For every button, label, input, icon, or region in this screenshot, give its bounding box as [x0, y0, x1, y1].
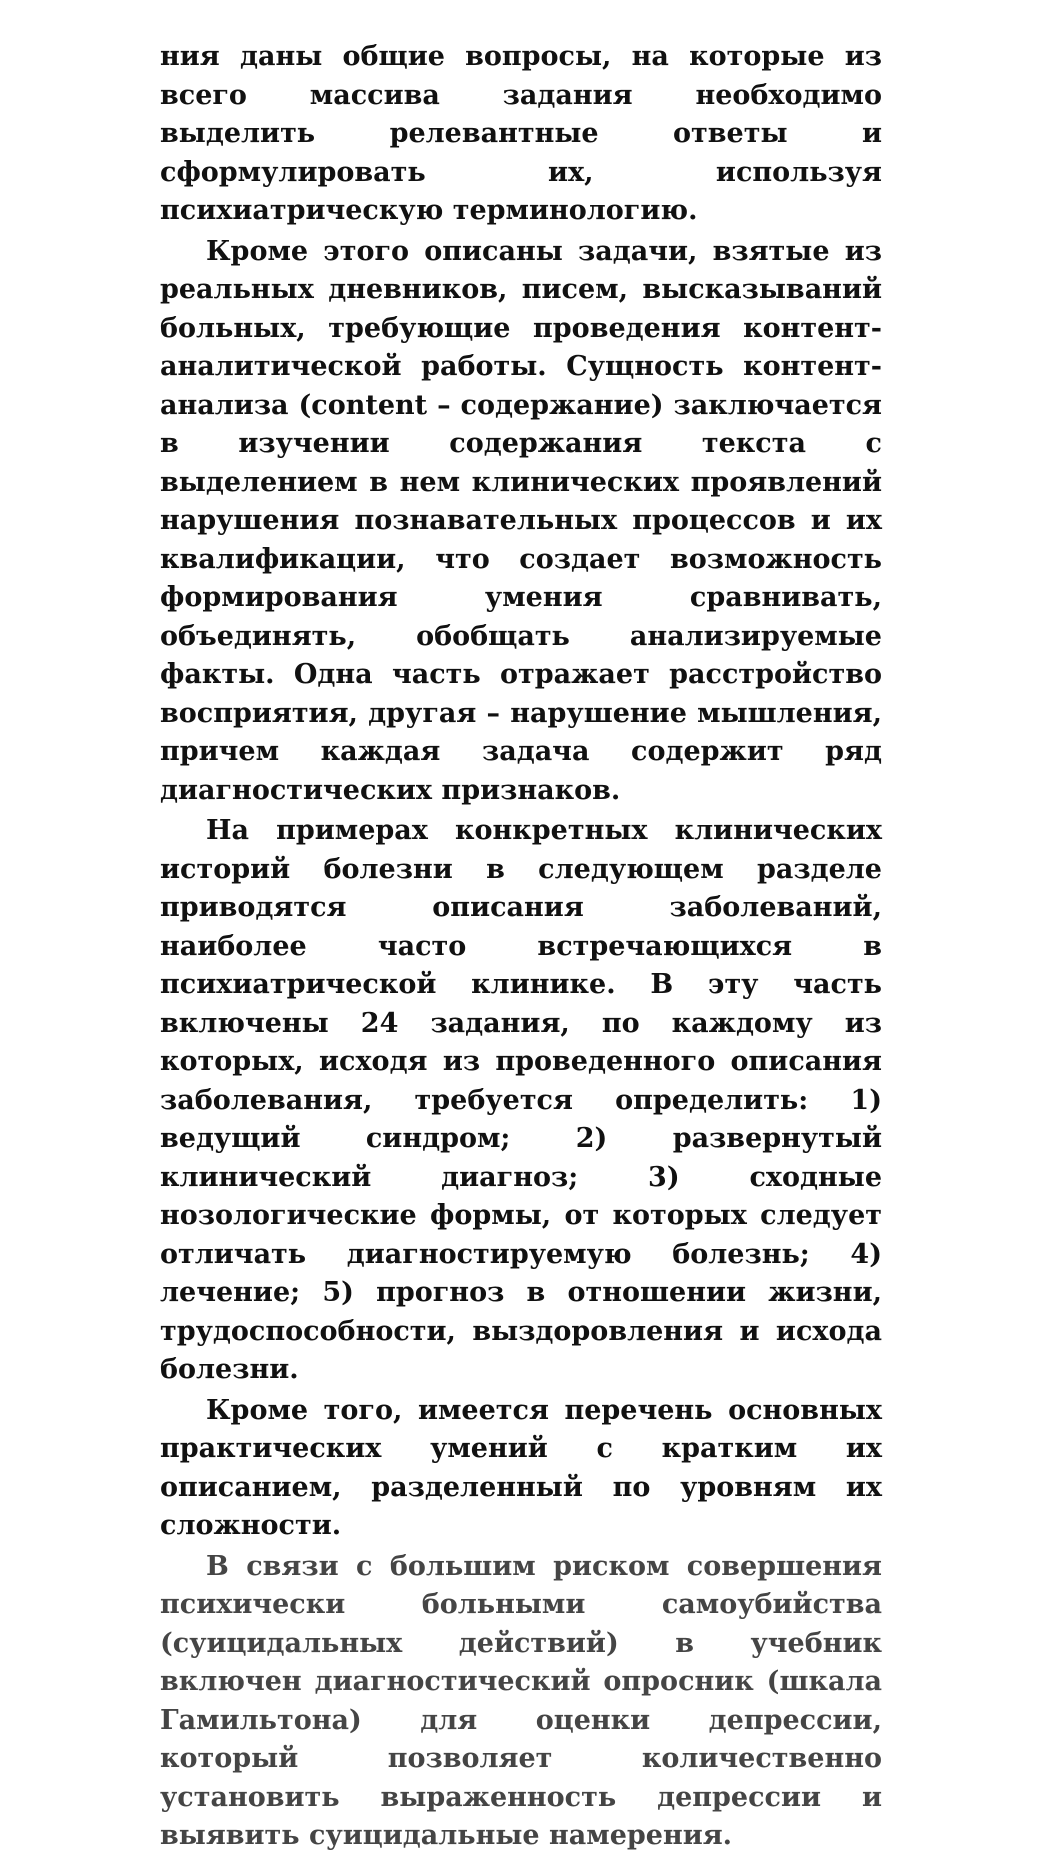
paragraph-2: Кроме этого описаны задачи, взятые из реальных дневников, писем, высказываний больных, требующие проведения контент-аналитической работы. Сущность контент-анализа (content – содержание) заключается в изучении содержания текста с выделением в нем клинических проявлений нарушения познавательных процессов и их квалификации, что создает возможность формирования умения сравнивать, объединять, обобщать анализируемые факты. Одна часть отражает расстройство восприятия, другая – нарушение мышления, причем каждая задача содержит ряд диагностических признаков.: [160, 235, 882, 806]
book-page: [160, 38, 882, 1856]
paragraph-3: На примерах конкретных клинических историй болезни в следующем разделе приводятся описания заболеваний, наиболее часто встречающихся в психиатрической клинике. В эту часть включены 24 задания, по каждому из которых, исходя из проведенного описания заболевания, требуется определить: 1) ведущий синдром; 2) развернутый клинический диагноз; 3) сходные нозологические формы, от которых следует отличать диагностируемую болезнь; 4) лечение; 5) прогноз в отношении жизни, трудоспособности, выздоровления и исхода болезни.: [160, 815, 882, 1385]
paragraph-5: В связи с большим риском совершения психически больными самоубийства (суицидальных действий) в учебник включен диагностический опросник (шкала Гамильтона) для оценки депрессии, который позволяет количественно установить выраженность депрессии и выявить суицидальные намерения.: [160, 1550, 882, 1851]
paragraph-4: Кроме того, имеется перечень основных практических умений с кратким их описанием, разделенный по уровням их сложности.: [160, 1394, 882, 1541]
paragraph-1: ния даны общие вопросы, на которые из всего массива задания необходимо выделить релевантные ответы и сформулировать их, используя психиатрическую терминологию.: [160, 41, 882, 226]
